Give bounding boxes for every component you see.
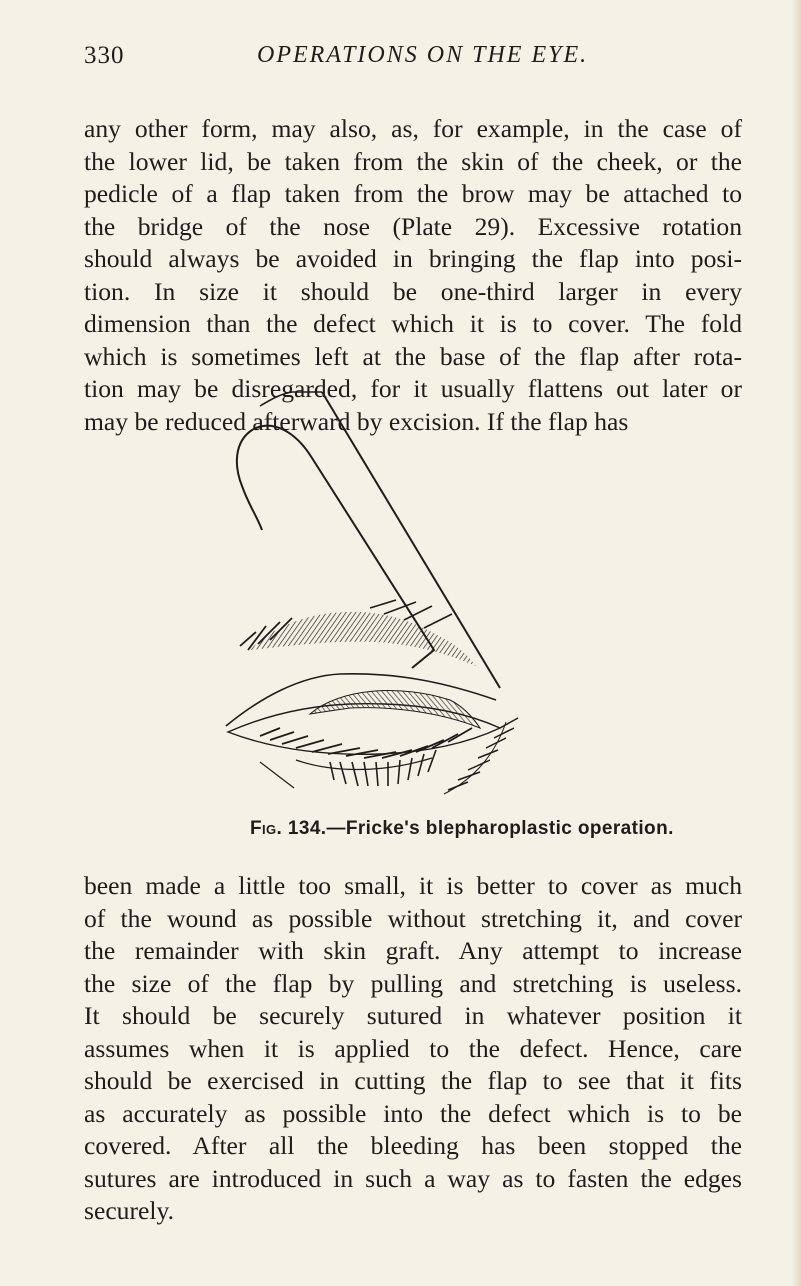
text-line: dimension than the defect which it is to cover. The fold <box>84 309 742 338</box>
page-edge <box>791 0 801 1286</box>
text-line: It should be securely sutured in whatever position it <box>84 1001 742 1030</box>
eye-flap-illustration <box>200 388 720 798</box>
text-line: been made a little too small, it is better to cover as much <box>84 871 742 900</box>
text-line: should be exercised in cutting the flap to see that it fits <box>84 1066 742 1095</box>
text-line: should always be avoided in bringing the flap into posi- <box>84 244 742 273</box>
text-line: of the wound as possible without stretching it, and cover <box>84 903 742 933</box>
eyebrow-hatching <box>250 612 476 666</box>
text-line: as accurately as possible into the defect which is to be <box>84 1098 742 1128</box>
figure-caption <box>250 818 674 840</box>
text-line: tion may be disregarded, for it usually flattens out later or <box>84 374 742 403</box>
text-line: securely. <box>84 1196 175 1225</box>
text-line: any other form, may also, as, for example, in the case of <box>84 114 742 143</box>
upper-lid-hatching <box>310 691 480 728</box>
text-line: the bridge of the nose (Plate 29). Excessive rotation <box>84 211 742 241</box>
text-line: pedicle of a flap taken from the brow may be attached to <box>84 179 742 208</box>
page-header <box>84 42 744 82</box>
text-line: may be reduced afterward by excision. If the flap has <box>84 406 629 436</box>
text-line: sutures are introduced in such a way as to fasten the edges <box>84 1163 742 1193</box>
text-line: which is sometimes left at the base of the flap after rota- <box>84 341 742 371</box>
page-number: 330 <box>84 42 125 69</box>
figure-title: —Fricke's blepharoplastic operation. <box>326 818 674 839</box>
text-line: the size of the flap by pulling and stretching is useless. <box>84 968 742 998</box>
text-line: tion. In size it should be one-third larger in every <box>84 276 742 306</box>
text-line: covered. After all the bleeding has been stopped the <box>84 1131 742 1160</box>
figure-label: Fig. 134. <box>250 818 327 839</box>
text-line: assumes when it is applied to the defect. Hence, care <box>84 1033 742 1063</box>
upper-lashes <box>260 728 472 758</box>
text-line: the remainder with skin graft. Any attempt to increase <box>84 936 742 965</box>
paragraph-bottom <box>84 870 742 1228</box>
running-head: OPERATIONS ON THE EYE. <box>257 42 589 68</box>
text-line: the lower lid, be taken from the skin of the cheek, or the <box>84 146 742 176</box>
